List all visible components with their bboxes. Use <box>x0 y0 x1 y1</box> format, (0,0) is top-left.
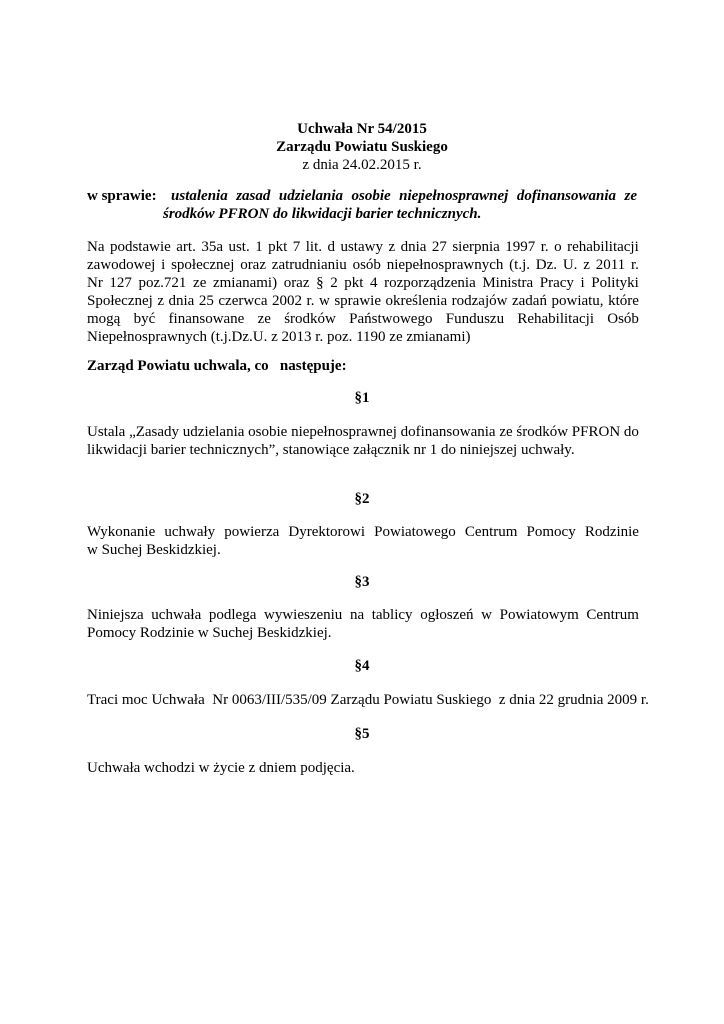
document-header <box>0 120 724 174</box>
word: dnia <box>400 239 427 255</box>
section-line <box>87 606 639 624</box>
section-sign-4: §4 <box>354 658 370 674</box>
word: Dz. <box>535 257 558 273</box>
word: Powiatowego <box>374 524 456 540</box>
word: 2011 <box>595 257 626 273</box>
word: r. <box>540 239 549 255</box>
word: rozporządzenia <box>384 275 476 291</box>
word: Wykonanie <box>87 524 156 540</box>
word: sierpnia <box>452 239 500 255</box>
word: Ministra <box>482 275 534 291</box>
word: pkt <box>344 275 364 291</box>
word: 127 <box>109 275 132 291</box>
word: finansowane <box>168 311 245 327</box>
word: w <box>318 293 330 309</box>
word: niepełnosprawnych <box>386 257 504 273</box>
section-line: Uchwała wchodzi w życie z dniem podjęcia. <box>87 760 355 776</box>
word: na <box>349 607 365 623</box>
word: wywieszeniu <box>264 607 343 623</box>
word: czerwca <box>218 293 268 309</box>
subject-word: zasad <box>236 188 271 204</box>
word: powierza <box>224 524 280 540</box>
section-1-text <box>87 423 639 459</box>
word: 35a <box>201 239 223 255</box>
word: ustawy <box>340 239 383 255</box>
word: poz.721 <box>138 275 187 291</box>
word: art. <box>176 239 196 255</box>
word: Centrum <box>586 607 639 623</box>
word: „Zasady <box>129 424 180 440</box>
word: uchwała <box>151 607 202 623</box>
resolution-title: Uchwała Nr 54/2015 <box>297 121 427 137</box>
word: do <box>623 424 639 440</box>
word: w <box>481 607 492 623</box>
word: ze <box>499 424 513 440</box>
word: zmianami) <box>212 275 278 291</box>
word: zatrudnianiu <box>271 257 347 273</box>
word: Pracy <box>539 275 574 291</box>
issuing-body: Zarządu Powiatu Suskiego <box>276 139 448 155</box>
subject-lead: w sprawie: <box>87 188 157 204</box>
basis-line <box>87 238 639 256</box>
word: r. <box>630 257 639 273</box>
subject-word: niepełnosprawnej <box>399 188 509 204</box>
word: U. <box>562 257 578 273</box>
subject-word: udzielania <box>278 188 344 204</box>
word: podstawie <box>109 239 171 255</box>
word: osobie <box>248 424 288 440</box>
word: rodzajów <box>451 293 508 309</box>
word: PFRON <box>571 424 621 440</box>
section-sign-2: §2 <box>354 491 370 507</box>
word: Nr <box>87 275 103 291</box>
section-line: Pomocy Rodzinie w Suchej Beskidzkiej. <box>87 625 332 641</box>
word: ust. <box>228 239 250 255</box>
subject-word: ustalenia <box>171 188 228 204</box>
section-line: likwidacji barier technicznych”, stanowiące załącznik nr 1 do niniejszej uchwały. <box>87 442 575 458</box>
word: 25 <box>198 293 214 309</box>
word: być <box>133 311 156 327</box>
word: 4 <box>370 275 378 291</box>
word: Na <box>87 239 105 255</box>
word: Rehabilitacji <box>517 311 594 327</box>
word: o <box>554 239 562 255</box>
resolution-date: z dnia 24.02.2015 r. <box>302 157 422 173</box>
basis-line <box>87 310 639 328</box>
section-4-text <box>87 691 649 709</box>
word: rehabilitacji <box>567 239 639 255</box>
word: 1 <box>255 239 263 255</box>
section-line: w Suchej Beskidzkiej. <box>87 542 221 558</box>
section-3-text <box>87 606 639 642</box>
word: pkt <box>268 239 288 255</box>
section-line <box>87 423 639 441</box>
word: d <box>327 239 335 255</box>
word: osób <box>352 257 381 273</box>
word: Państwowego <box>349 311 433 327</box>
subject-line-1 <box>87 187 637 205</box>
basis-line <box>87 274 639 292</box>
word: sprawie <box>334 293 381 309</box>
word: zawodowej <box>87 257 156 273</box>
word: udzielania <box>182 424 245 440</box>
section-line: Traci moc Uchwała Nr 0063/III/535/09 Zarządu Powiatu Suskiego z dnia 22 grudnia 2009 r. <box>87 692 649 708</box>
subject-block <box>87 187 637 223</box>
word: z <box>583 257 590 273</box>
subject-word: ze <box>624 188 637 204</box>
word: i <box>580 275 585 291</box>
word: Polityki <box>591 275 639 291</box>
word: z <box>157 293 164 309</box>
section-sign-5: §5 <box>354 726 370 742</box>
subject-line-2: środków PFRON do likwidacji barier technicznych. <box>163 206 482 222</box>
word: § <box>316 275 324 291</box>
word: oraz <box>283 275 310 291</box>
subject-word: osobie <box>351 188 391 204</box>
word: (t.j. <box>509 257 530 273</box>
word: 2 <box>330 275 338 291</box>
word: Funduszu <box>445 311 505 327</box>
section-5-text <box>87 759 639 777</box>
word: niepełnosprawnej <box>291 424 397 440</box>
word: 1997 <box>505 239 536 255</box>
word: społecznej <box>171 257 235 273</box>
word: tablicy <box>371 607 413 623</box>
word: Rodzinie <box>584 524 639 540</box>
word: określenia <box>385 293 448 309</box>
word: uchwały <box>164 524 216 540</box>
word: ze <box>257 311 271 327</box>
word: środków <box>516 424 569 440</box>
word: Osób <box>607 311 639 327</box>
resolves-statement: Zarząd Powiatu uchwala, co następuje: <box>87 358 347 374</box>
word: 27 <box>431 239 447 255</box>
word: i <box>161 257 166 273</box>
word: Pomocy <box>526 524 576 540</box>
word: lit. <box>305 239 323 255</box>
basis-line: Niepełnosprawnych (t.j.Dz.U. z 2013 r. poz. 1190 ze zmianami) <box>87 329 471 345</box>
word: Ustala <box>87 424 126 440</box>
subject-word: dofinansowania <box>516 188 617 204</box>
basis-line <box>87 256 639 274</box>
section-2-text <box>87 523 639 559</box>
section-line <box>87 523 639 541</box>
word: oraz <box>240 257 266 273</box>
word: które <box>608 293 639 309</box>
word: Niniejsza <box>87 607 144 623</box>
word: mogą <box>87 311 121 327</box>
section-sign-3: §3 <box>354 574 370 590</box>
word: Powiatowym <box>499 607 579 623</box>
word: Dyrektorowi <box>288 524 366 540</box>
word: z <box>388 239 396 255</box>
word: podlega <box>208 607 257 623</box>
word: 7 <box>292 239 301 255</box>
word: Centrum <box>464 524 518 540</box>
word: środków <box>284 311 336 327</box>
word: 2002 <box>272 293 303 309</box>
word: powiatu, <box>551 293 604 309</box>
word: ogłoszeń <box>420 607 474 623</box>
section-sign-1: §1 <box>354 390 370 406</box>
word: dnia <box>168 293 195 309</box>
legal-basis-paragraph <box>87 238 639 346</box>
word: dofinansowania <box>400 424 496 440</box>
word: zadań <box>511 293 547 309</box>
basis-line <box>87 292 639 310</box>
word: Społecznej <box>87 293 153 309</box>
word: ze <box>193 275 207 291</box>
word: r. <box>306 293 315 309</box>
